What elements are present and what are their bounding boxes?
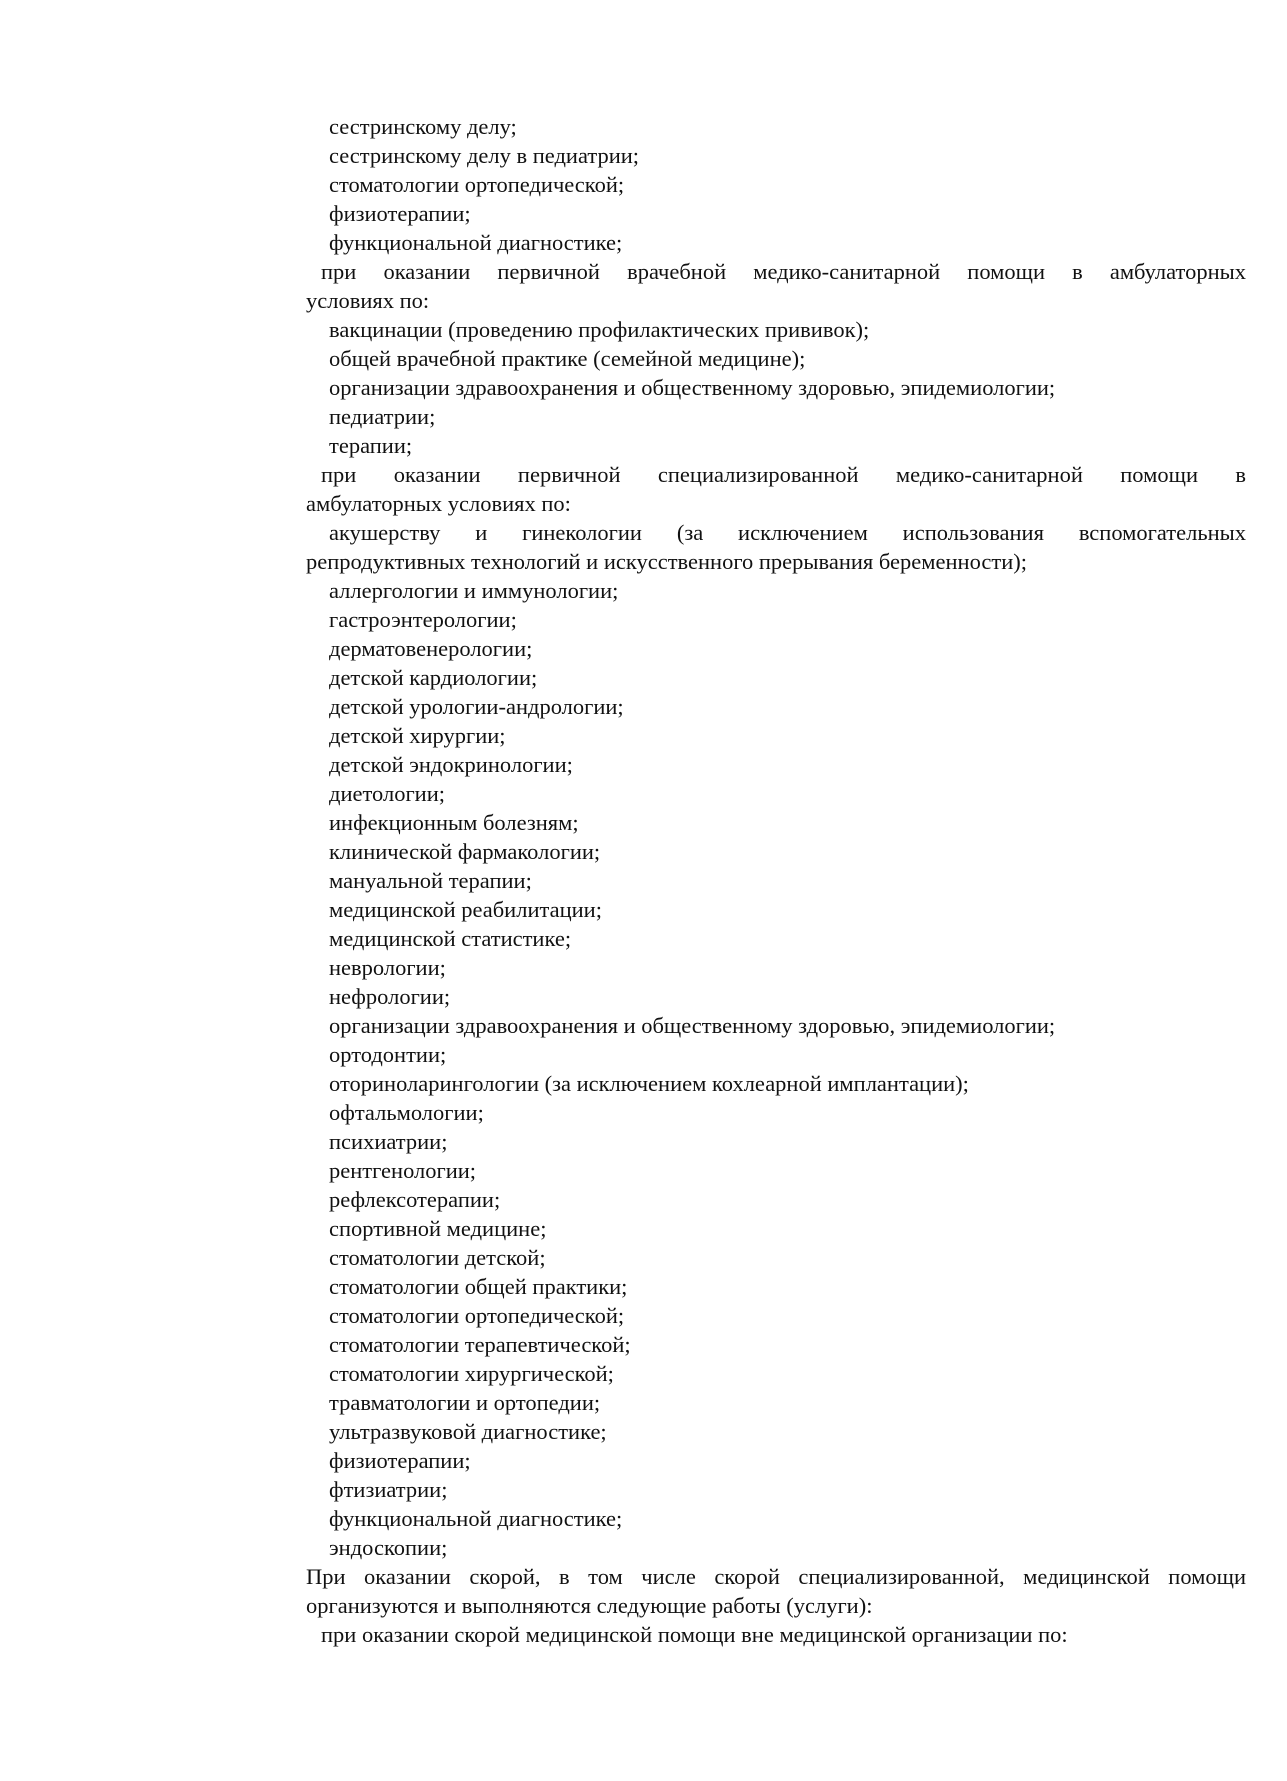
list-item: инфекционным болезням; (329, 810, 579, 835)
list-item: функциональной диагностике; (329, 1506, 623, 1531)
list-item: дерматовенерологии; (329, 636, 533, 661)
list-item: физиотерапии; (329, 1448, 471, 1473)
list-item: детской кардиологии; (329, 665, 538, 690)
list-item: детской эндокринологии; (329, 752, 573, 777)
list-item: функциональной диагностике; (329, 230, 623, 255)
list-item: ортодонтии; (329, 1042, 447, 1067)
paragraph-line: при оказании скорой медицинской помощи вне медицинской организации по: (321, 1622, 1068, 1647)
list-item: сестринскому делу в педиатрии; (329, 143, 640, 168)
list-item: фтизиатрии; (329, 1477, 448, 1502)
list-item: психиатрии; (329, 1129, 448, 1154)
list-item: сестринскому делу; (329, 114, 517, 139)
list-item: эндоскопии; (329, 1535, 448, 1560)
list-item: акушерству и гинекологии (за исключением использования вспомогательных (329, 520, 1246, 545)
list-item: рентгенологии; (329, 1158, 477, 1183)
list-item: педиатрии; (329, 404, 436, 429)
paragraph-line: амбулаторных условиях по: (306, 491, 571, 516)
list-item: мануальной терапии; (329, 868, 532, 893)
list-item: клинической фармакологии; (329, 839, 601, 864)
list-item: травматологии и ортопедии; (329, 1390, 601, 1415)
list-item: медицинской реабилитации; (329, 897, 602, 922)
list-item: физиотерапии; (329, 201, 471, 226)
list-item: детской урологии-андрологии; (329, 694, 624, 719)
list-item: аллергологии и иммунологии; (329, 578, 619, 603)
list-item: вакцинации (проведению профилактических прививок); (329, 317, 870, 342)
paragraph-line: репродуктивных технологий и искусственного прерывания беременности); (306, 549, 1027, 574)
list-item: диетологии; (329, 781, 446, 806)
list-item: гастроэнтерологии; (329, 607, 517, 632)
list-item: организации здравоохранения и общественному здоровью, эпидемиологии; (329, 1013, 1056, 1038)
list-item: оториноларингологии (за исключением кохлеарной имплантации); (329, 1071, 969, 1096)
list-item: неврологии; (329, 955, 446, 980)
list-item: стоматологии хирургической; (329, 1361, 614, 1386)
list-item: детской хирургии; (329, 723, 506, 748)
paragraph-line: условиях по: (306, 288, 430, 313)
list-item: терапии; (329, 433, 413, 458)
paragraph-line: при оказании первичной специализированной медико-санитарной помощи в (321, 462, 1246, 487)
list-item: стоматологии ортопедической; (329, 172, 625, 197)
list-item: организации здравоохранения и общественному здоровью, эпидемиологии; (329, 375, 1056, 400)
document-page (306, 112, 1246, 1649)
list-item: рефлексотерапии; (329, 1187, 501, 1212)
list-item: медицинской статистике; (329, 926, 572, 951)
list-item: стоматологии детской; (329, 1245, 546, 1270)
list-item: общей врачебной практике (семейной медицине); (329, 346, 806, 371)
list-item: ультразвуковой диагностике; (329, 1419, 607, 1444)
paragraph-line: при оказании первичной врачебной медико-санитарной помощи в амбулаторных (321, 259, 1246, 284)
paragraph-line: организуются и выполняются следующие работы (услуги): (306, 1593, 873, 1618)
list-item: стоматологии терапевтической; (329, 1332, 631, 1357)
list-item: стоматологии ортопедической; (329, 1303, 625, 1328)
list-item: офтальмологии; (329, 1100, 484, 1125)
paragraph-line: При оказании скорой, в том числе скорой специализированной, медицинской помощи (306, 1564, 1246, 1589)
list-item: нефрологии; (329, 984, 451, 1009)
list-item: спортивной медицине; (329, 1216, 547, 1241)
list-item: стоматологии общей практики; (329, 1274, 628, 1299)
